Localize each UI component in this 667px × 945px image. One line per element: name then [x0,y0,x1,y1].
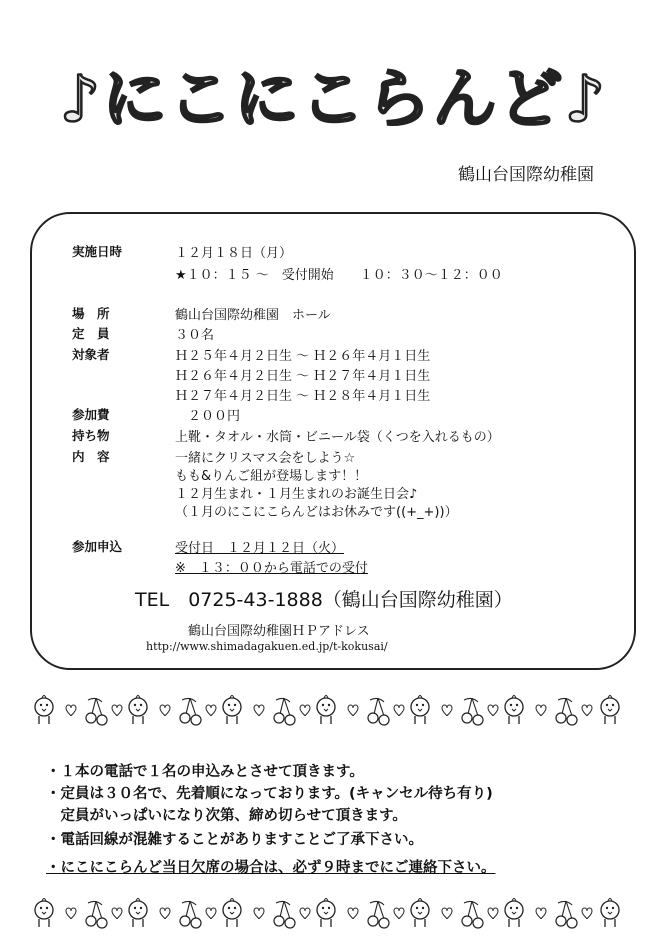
content-line: （１月のにこにこらんどはお休みです((+_+))） [175,505,458,520]
note-item: ・にこにこらんど当日欠席の場合は、必ず９時までにご連絡下さい。 [46,860,496,876]
homepage-url: http://www.shimadagakuen.ed.jp/t-kokusai/ [146,640,388,653]
apply-phone-note: ※ １３：００から電話での受付 [175,561,368,576]
place-value: 鶴山台国際幼稚園 ホール [175,308,331,323]
school-name: 鶴山台国際幼稚園 [458,165,594,185]
content-label: 内 容 [72,449,110,464]
capacity-label: 定 員 [72,326,110,341]
apply-date: 受付日 １２月１２日（火） [175,541,345,556]
capacity-value: ３０名 [175,328,215,343]
fee-value: ２００円 [188,409,241,424]
content-line: 一緒にクリスマス会をしよう☆ [175,451,356,466]
time-value: ★１０：１５ ～ 受付開始 １０：３０～１２：００ [175,268,503,283]
note-item: ・電話回線が混雑することがありますことご了承下さい。 [46,832,423,848]
content-line: もも&りんご組が登場します！！ [175,469,368,484]
items-label: 持ち物 [72,428,110,443]
date-value: １２月１８日（月） [175,246,293,261]
note-item: ・定員は３０名で、先着順になっております。(キャンセル待ち有り) [46,786,493,802]
chick-cherry-border-top [28,690,640,728]
apply-label: 参加申込 [72,539,123,554]
homepage-label: 鶴山台国際幼稚園ＨＰアドレス [188,624,370,639]
fee-label: 参加費 [72,407,110,422]
phone-number: TEL 0725-43-1888（鶴山台国際幼稚園） [135,589,513,611]
target-line: Ｈ２７年４月２日生 ～ Ｈ２８年４月１日生 [175,389,431,404]
note-item: ・１本の電話で１名の申込みとさせて頂きます。 [46,764,364,780]
items-value: 上靴・タオル・水筒・ビニール袋（くつを入れるもの） [175,430,500,445]
note-item: 定員がいっぱいになり次第、締め切らせて頂きます。 [46,808,407,824]
content-line: １２月生まれ・１月生まれのお誕生日会♪ [175,487,418,502]
date-label: 実施日時 [72,244,123,259]
target-line: Ｈ２６年４月２日生 ～ Ｈ２７年４月１日生 [175,369,431,384]
chick-cherry-border-bottom [28,893,640,931]
target-line: Ｈ２５年４月２日生 ～ Ｈ２６年４月１日生 [175,349,431,364]
page-title: ♪にこにこらんど♪ [59,63,608,137]
target-label: 対象者 [72,347,110,362]
place-label: 場 所 [72,306,110,321]
